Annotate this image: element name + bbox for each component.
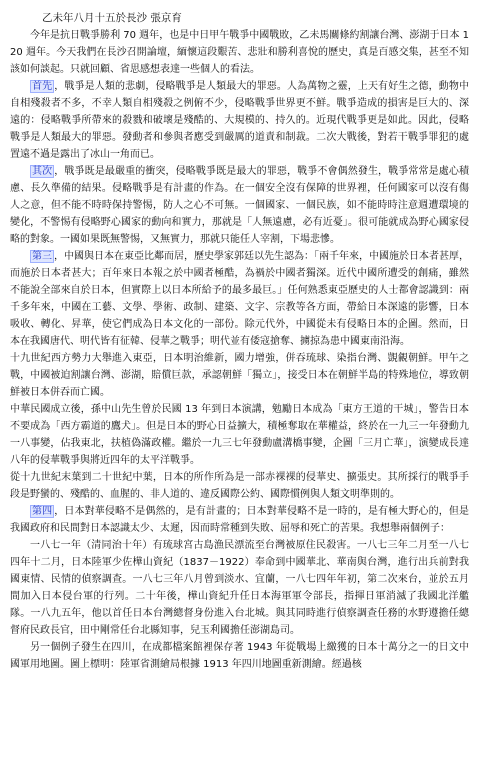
paragraph-second-point xyxy=(10,163,469,248)
paragraph-text: 另一個例子發生在四川，在成都檔案館裡保存著 1943 年從戰場上繳獲的日本十萬分之一的日文中國軍用地圖。圖上標明：陸軍省測繪局根據 1913 年四川地圖重新測繪。經過核 xyxy=(10,642,469,670)
paragraph-text: 中華民國成立後，孫中山先生曾於民國 13 年到日本演講，勉勵日本成為「東方王道的干城」，警告日本不要成為「西方霸道的鷹犬」。但是日本的野心日益擴大，積極奪取在華權益，終於在一九三一年發動九一八事變，佔我東北，扶植偽滿政權。繼於一九三七年發動盧溝橋事變，企圖「三月亡華」，演變成長達八年的侵華戰爭與將近四年的太平洋戰爭。 xyxy=(10,404,469,466)
paragraph-history xyxy=(10,469,469,503)
document-title: 乙未年八月十五於長沙 張京育 xyxy=(42,12,182,24)
paragraph-fourth-point xyxy=(10,503,469,537)
paragraph-intro xyxy=(10,27,469,78)
highlighted-label: 首先 xyxy=(32,81,53,92)
highlighted-label: 第三 xyxy=(32,251,52,262)
paragraph-example-sichuan xyxy=(10,639,469,673)
paragraph-text: 一八七一年（清同治十年）有琉球宮古島漁民漂流至台灣被原住民殺害。一八七三年二月至一八七四年十二月，日本陸軍少佐樺山資紀（1837－1922）奉命到中國華北、華南與台灣，進行出兵前對我國東情、民情的偵察調查。一八七三年八月曾到淡水、宜蘭，一八七四年年初，第二次來台，並於五月間加入日本侵台軍的行列。二十年後，樺山資紀升任日本海軍軍令部長，指揮日軍消滅了我國北洋艦隊。一八九五年，他以首任日本台灣總督身份進入台北城。與其同時進行偵察調查任務的水野遵擔任總督府民政長官，田中剛常任台北縣知事，兒玉利國擔任澎湖島司。 xyxy=(10,540,469,636)
paragraph-text: 今年是抗日戰爭勝利 70 週年，也是中日甲午戰爭中國戰敗，乙未馬關條約割讓台灣、澎湖于日本 120 週年。今天我們在長沙召開論壇，緬懷這段艱苦、悲壯和勝利喜悅的歷史，真是百感交集，甚至不知該如何談起。只就回顧、省思感想表達一些個人的看法。 xyxy=(10,30,469,75)
paragraph-text: 十九世紀西方勢力大舉進入東亞，日本明治維新，國力增強，併吞琉球、染指台灣、覬覦朝鮮。甲午之戰，中國被迫割讓台灣、澎湖，賠償巨款，承認朝鮮「獨立」，接受日本在朝鮮半島的特殊地位，導致朝鮮被日本併吞而亡國。 xyxy=(10,353,469,398)
paragraph-text: ，中國與日本在東亞比鄰而居，歷史學家郭廷以先生認為：「兩千年來，中國施於日本者甚厚，而施於日本者甚大；百年來日本報之於中國者極酷，為禍於中國者獨深。近代中國所遭受的創痛，雖然不能說全部來自於日本，但實際上以日本所給予的最多最巨。」任何熟悉東亞歷史的人士都會認識到：兩千多年來，中國在工藝、文學、學術、政制、建築、文字、宗教等各方面，帶給日本深遠的影響，日本吸收、轉化、昇華，使它們成為日本文化的一部份。除元代外，中國從未有侵略日本的企圖。然而，日本在我國唐代、明代皆有征韓、侵華之戰爭；明代並有倭寇搶奪、擄掠為患中國東南沿海。 xyxy=(10,251,469,347)
paragraph-text: 從十九世紀末葉到二十世紀中葉，日本的所作所為是一部赤裸裸的侵華史、擴張史。其所採行的戰爭手段是野蠻的、殘酷的、血腥的、非人道的、違反國際公約、國際慣例與人類文明準則的。 xyxy=(10,472,469,500)
paragraph-example-ryukyu xyxy=(10,537,469,639)
paragraph-text: ，戰爭是人類的悲劇，侵略戰爭是人類最大的罪惡。人為萬物之靈，上天有好生之德，動物中自相殘殺者不多，不幸人類自相殘殺之例俯不少，侵略戰爭世界更不鮮。戰爭造成的損害是巨大的、深遠的：侵略戰爭所帶來的殺戮和破壞是殘酷的、大規模的、持久的。近現代戰爭更是如此。因此，侵略戰爭是人類最大的罪惡。發動者和參與者應受到嚴厲的道責和制裁。二次大戰後，對若干戰爭罪犯的處置遠不過是露出了冰山一角而已。 xyxy=(10,81,470,160)
paragraph-text: ，日本對華侵略不是偶然的，是有計畫的；日本對華侵略不是一時的，是有極大野心的，但是我國政府和民間對日本認識太少、太遲，因而時常種到失敗、屈辱和死亡的苦果。我想舉兩個例子： xyxy=(10,506,470,534)
highlighted-label: 第四 xyxy=(32,506,53,517)
paragraph-text: ，戰爭既是最嚴重的衝突，侵略戰爭既是最大的罪惡，戰爭不會偶然發生，戰爭常常是處心積慮、長久準備的結果。侵略戰爭是有計畫的作為。在一個安全沒有保障的世界裡，任何國家可以沒有傷人之意，但不能不時時保持警惕，防人之心不可無。一個國家、一個民族，如不能時時注意週遭環境的變化，不警惕有侵略野心國家的動向和實力，那就是「人無遠慮，必有近憂」。很可能就成為野心國家侵略的對象。一國如果既無警惕，又無實力，那就只能任人宰割，下場悲慘。 xyxy=(10,166,470,245)
paragraph-third-point xyxy=(10,248,469,350)
paragraph-republic xyxy=(10,401,469,469)
paragraph-first-point xyxy=(10,78,469,163)
highlighted-label: 其次 xyxy=(32,166,53,177)
paragraph-meiji xyxy=(10,350,469,401)
